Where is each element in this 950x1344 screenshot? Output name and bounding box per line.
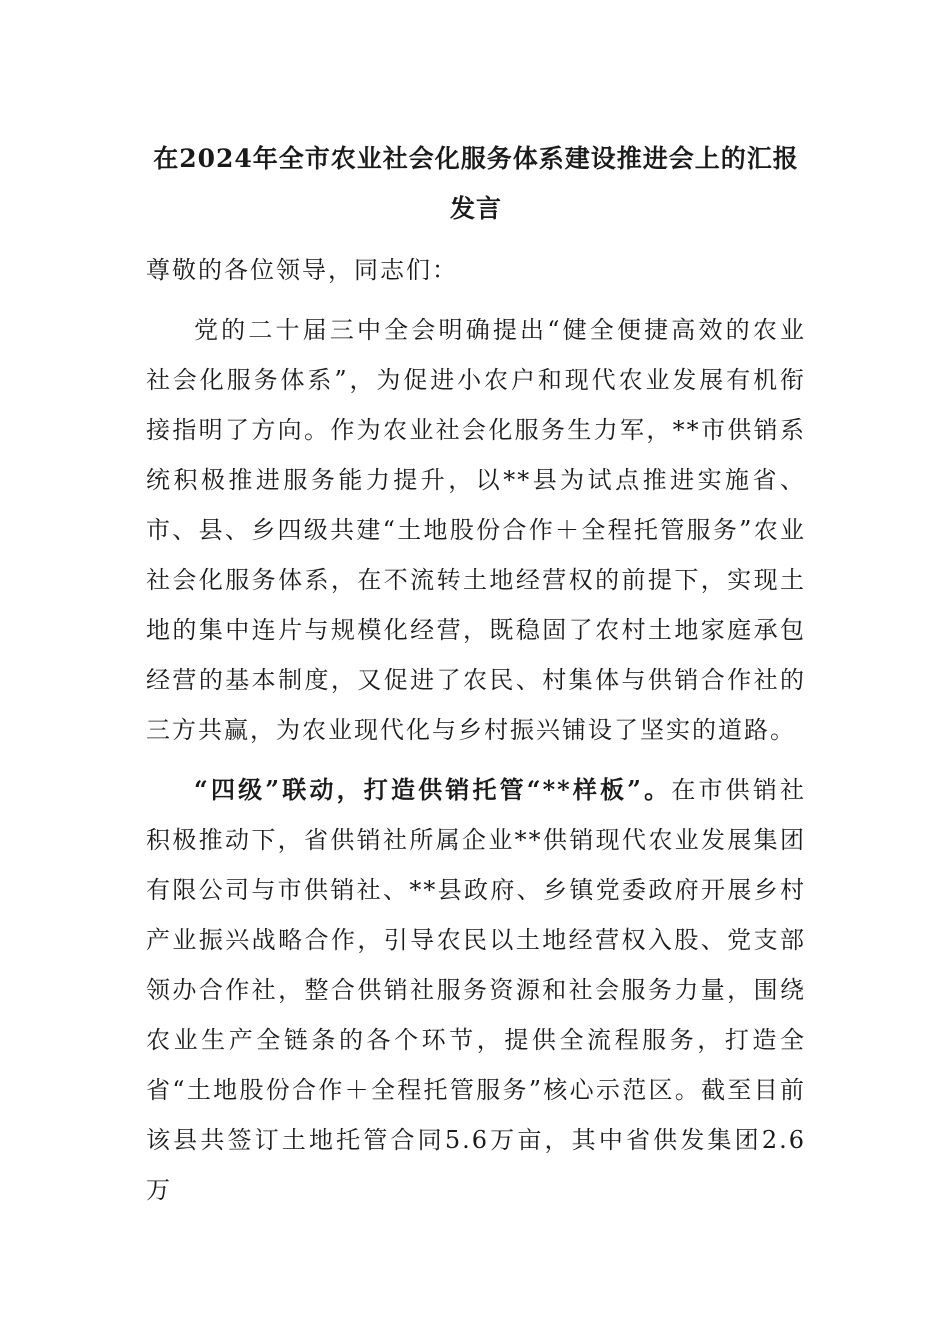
paragraph-text: 在市供销社积极推动下，省供销社所属企业**供销现代农业发展集团有限公司与市供销社、**县政府、乡镇党委政府开展乡村产业振兴战略合作，引导农民以土地经营权入股、党支部领办合作社，整合供销社服务资源和社会服务力量，围绕农业生产全链条的各个环节，提供全流程服务，打造全省“土地股份合作＋全程托管服务”核心示范区。截至目前该县共签订土地托管合同5.6万亩，其中省供发集团2.6万 <box>146 776 806 1204</box>
paragraph-lead: “四级”联动，打造供销托管“**样板”。 <box>194 775 672 804</box>
paragraph-text: 党的二十届三中全会明确提出“健全便捷高效的农业社会化服务体系”，为促进小农户和现代农业发展有机衔接指明了方向。作为农业社会化服务生力军，**市供销系统积极推进服务能力提升，以**县为试点推进实施省、市、县、乡四级共建“土地股份合作＋全程托管服务”农业社会化服务体系，在不流转土地经营权的前提下，实现土地的集中连片与规模化经营，既稳固了农村土地家庭承包经营的基本制度，又促进了农民、村集体与供销合作社的三方共赢，为农业现代化与乡村振兴铺设了坚实的道路。 <box>146 316 806 744</box>
paragraph-four-level <box>146 765 806 1215</box>
paragraph-intro <box>146 305 806 755</box>
document-title: 在2024年全市农业社会化服务体系建设推进会上的汇报发言 <box>153 144 799 223</box>
salutation: 尊敬的各位领导，同志们： <box>146 256 458 284</box>
